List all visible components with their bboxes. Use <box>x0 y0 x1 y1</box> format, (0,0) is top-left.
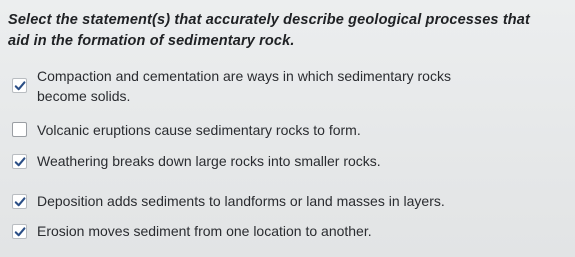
option-weathering[interactable] <box>12 152 572 172</box>
question-line-2: aid in the formation of sedimentary rock. <box>8 33 295 49</box>
option-1-label-line-2: become solids. <box>37 88 131 104</box>
question-prompt <box>8 10 573 52</box>
option-1-label-line-1: Compaction and cementation are ways in which sedimentary rocks <box>37 68 451 84</box>
option-2-label: Volcanic eruptions cause sedimentary rocks to form. <box>37 122 361 138</box>
question-line-1: Select the statement(s) that accurately describe geological processes that <box>8 12 531 28</box>
option-volcanic-eruptions[interactable] <box>12 121 572 141</box>
checkmark-icon <box>14 156 26 168</box>
checkmark-icon <box>14 226 26 238</box>
option-3-label: Weathering breaks down large rocks into smaller rocks. <box>37 153 381 169</box>
option-2-checkbox[interactable] <box>12 122 27 137</box>
option-1-checkbox[interactable] <box>12 78 27 93</box>
option-3-checkbox[interactable] <box>12 154 27 169</box>
option-4-checkbox[interactable] <box>12 194 27 209</box>
checkmark-icon <box>14 196 26 208</box>
option-erosion[interactable] <box>12 222 572 242</box>
option-compaction-cementation[interactable] <box>12 70 572 110</box>
option-5-label: Erosion moves sediment from one location to another. <box>37 223 372 239</box>
option-5-checkbox[interactable] <box>12 224 27 239</box>
option-deposition[interactable] <box>12 192 572 212</box>
option-4-label: Deposition adds sediments to landforms or land masses in layers. <box>37 193 445 209</box>
checkmark-icon <box>14 80 26 92</box>
